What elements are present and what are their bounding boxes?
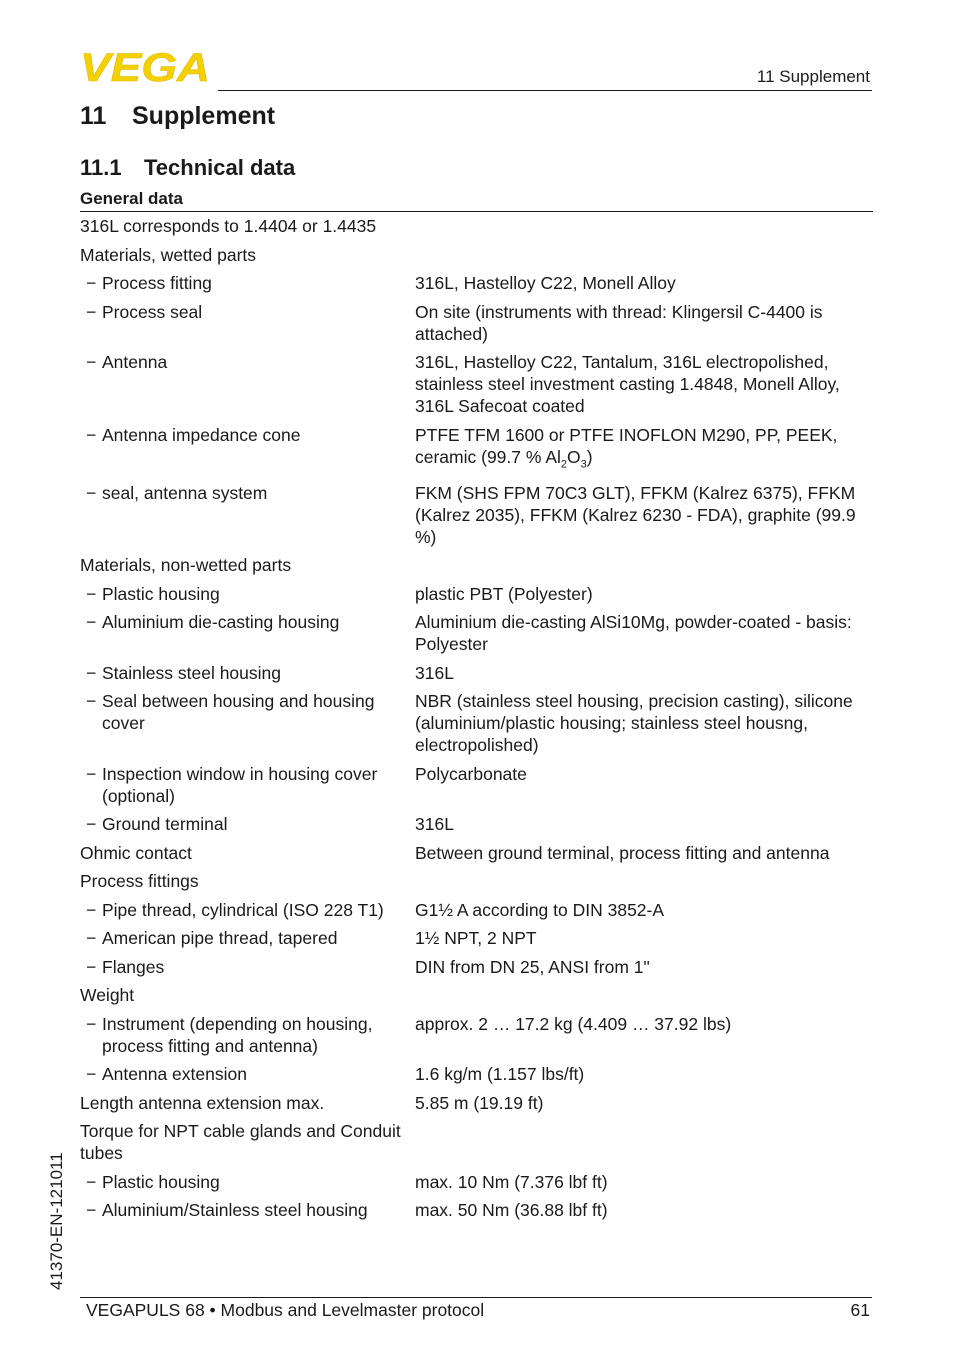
- row-value: [415, 424, 873, 476]
- row-label: [80, 956, 415, 978]
- table-row: [80, 870, 873, 892]
- row-value-text: 316L: [415, 662, 454, 683]
- row-value: [415, 1013, 873, 1057]
- chapter-number: 11: [80, 102, 107, 130]
- footer-document-title: VEGAPULS 68 • Modbus and Levelmaster protocol: [86, 1300, 485, 1320]
- row-label: [80, 424, 415, 476]
- vega-logo: [80, 50, 212, 84]
- group-title: General data: [80, 189, 183, 208]
- formula-text: O: [567, 446, 581, 467]
- list-dash: −: [86, 928, 97, 948]
- row-label-text: American pipe thread, tapered: [102, 928, 338, 948]
- formula-text: ): [586, 446, 593, 467]
- list-dash: −: [86, 814, 97, 834]
- row-label-text: Aluminium/Stainless steel housing: [102, 1200, 368, 1220]
- formula-subscript: 2: [560, 458, 568, 470]
- section-title-text: Technical data: [144, 155, 296, 180]
- row-label: [80, 763, 415, 807]
- header-section-label: 11 Supplement: [756, 67, 870, 86]
- row-value-text: max. 50 Nm (36.88 lbf ft): [415, 1200, 608, 1220]
- row-label: [80, 482, 415, 548]
- row-label-text: Torque for NPT cable glands and Conduit tubes: [80, 1121, 401, 1163]
- row-label-text: Weight: [80, 985, 135, 1005]
- row-value-text: G1½ A according to DIN 3852-A: [415, 899, 665, 920]
- row-value: [415, 899, 873, 921]
- list-dash: −: [86, 1171, 97, 1192]
- row-value: [415, 984, 873, 1006]
- row-value-text: 1½ NPT, 2 NPT: [415, 928, 537, 948]
- row-value: [415, 956, 873, 978]
- row-label-text: Instrument (depending on housing, process fitting and antenna): [102, 1013, 373, 1056]
- row-value: [415, 272, 873, 294]
- table-row: [80, 1171, 873, 1193]
- header-rule: [218, 90, 872, 91]
- row-label: [80, 301, 415, 345]
- table-row: [80, 1120, 873, 1164]
- row-label: [80, 554, 415, 576]
- table-row: [80, 813, 873, 835]
- row-label: [80, 1063, 415, 1085]
- section-number: 11.1: [80, 155, 122, 180]
- row-value-text: 5.85 m (19.19 ft): [415, 1092, 544, 1113]
- table-row: [80, 424, 873, 476]
- table-row: [80, 662, 873, 684]
- row-value-text: Polycarbonate: [415, 763, 527, 784]
- list-dash: −: [86, 612, 97, 632]
- row-value: [415, 842, 873, 864]
- table-row: [80, 272, 873, 294]
- table-row: [80, 927, 873, 949]
- row-label-text: Materials, wetted parts: [80, 244, 257, 265]
- table-row: [80, 583, 873, 605]
- row-label: [80, 1013, 415, 1057]
- row-label-text: Length antenna extension max.: [80, 1092, 325, 1113]
- chapter-title: [80, 102, 275, 131]
- table-row: [80, 956, 873, 978]
- row-value: [415, 583, 873, 605]
- row-label: [80, 690, 415, 756]
- row-label-text: Process seal: [102, 301, 203, 322]
- list-dash: −: [86, 662, 97, 683]
- table-row: [80, 690, 873, 756]
- row-value-text: approx. 2 … 17.2 kg (4.409 … 37.92 lbs): [415, 1013, 732, 1034]
- row-value: [415, 351, 873, 417]
- row-label: [80, 870, 415, 892]
- table-row: [80, 1199, 873, 1221]
- row-label-text: Ohmic contact: [80, 842, 192, 863]
- row-value-text: Aluminium die-casting AlSi10Mg, powder-coated - basis: Polyester: [415, 612, 852, 654]
- row-label: [80, 813, 415, 835]
- row-value: [415, 763, 873, 807]
- list-dash: −: [86, 691, 97, 711]
- row-value-text: PTFE TFM 1600 or PTFE INOFLON M290, PP, PEEK, ceramic (99.7 % Al: [415, 424, 838, 467]
- row-value-text: max. 10 Nm (7.376 lbf ft): [415, 1171, 608, 1192]
- row-label-text: Flanges: [102, 956, 165, 977]
- row-label: [80, 215, 415, 237]
- list-dash: −: [86, 301, 97, 322]
- row-value: [415, 301, 873, 345]
- row-label: [80, 583, 415, 605]
- row-label: [80, 984, 415, 1006]
- row-value: [415, 554, 873, 576]
- list-dash: −: [86, 482, 97, 503]
- row-value: [415, 870, 873, 892]
- row-value-text: 1.6 kg/m (1.157 lbs/ft): [415, 1064, 585, 1084]
- table-row: [80, 1092, 873, 1114]
- table-row: [80, 215, 873, 237]
- list-dash: −: [86, 583, 97, 604]
- row-label-text: Ground terminal: [102, 814, 228, 834]
- list-dash: −: [86, 763, 97, 784]
- row-label-text: seal, antenna system: [102, 482, 268, 503]
- row-value-text: On site (instruments with thread: Klingersil C-4400 is attached): [415, 301, 823, 344]
- row-label-text: Aluminium die-casting housing: [102, 612, 340, 632]
- row-label: [80, 351, 415, 417]
- table-row: [80, 554, 873, 576]
- row-value: [415, 1120, 873, 1164]
- list-dash: −: [86, 352, 97, 372]
- row-value: [415, 1063, 873, 1085]
- list-dash: −: [86, 899, 97, 920]
- row-value: [415, 482, 873, 548]
- row-label-text: Process fitting: [102, 273, 212, 293]
- row-value: [415, 215, 873, 237]
- row-label: [80, 1092, 415, 1114]
- technical-data-table: [80, 215, 873, 1228]
- row-label-text: Materials, non-wetted parts: [80, 555, 292, 575]
- row-label-text: 316L corresponds to 1.4404 or 1.4435: [80, 216, 377, 236]
- list-dash: −: [86, 1013, 97, 1034]
- footer-rule: [80, 1297, 872, 1298]
- row-value: [415, 813, 873, 835]
- row-value-text: plastic PBT (Polyester): [415, 583, 593, 604]
- row-label: [80, 1120, 415, 1164]
- row-label-text: Plastic housing: [102, 583, 220, 604]
- list-dash: −: [86, 1200, 97, 1220]
- row-label: [80, 662, 415, 684]
- table-row: [80, 244, 873, 266]
- row-label-text: Plastic housing: [102, 1171, 220, 1192]
- table-row: [80, 482, 873, 548]
- row-value-text: 316L: [415, 814, 454, 834]
- row-value-text: 316L, Hastelloy C22, Monell Alloy: [415, 273, 676, 293]
- row-label-text: Antenna: [102, 352, 168, 372]
- row-label: [80, 899, 415, 921]
- row-label-text: Inspection window in housing cover (optional): [102, 763, 378, 806]
- row-value: [415, 1171, 873, 1193]
- row-label-text: Pipe thread, cylindrical (ISO 228 T1): [102, 899, 384, 920]
- table-row: [80, 1013, 873, 1057]
- row-label-text: Seal between housing and housing cover: [102, 691, 375, 733]
- table-row: [80, 842, 873, 864]
- page-number: 61: [850, 1300, 870, 1320]
- row-label: [80, 842, 415, 864]
- row-label-text: Antenna extension: [102, 1064, 247, 1084]
- row-value-text: 316L, Hastelloy C22, Tantalum, 316L electropolished, stainless steel investment casting 1.4848, Monell Alloy, 316L Safecoat coated: [415, 352, 840, 416]
- row-label: [80, 927, 415, 949]
- table-row: [80, 1063, 873, 1085]
- table-row: [80, 301, 873, 345]
- table-row: [80, 763, 873, 807]
- list-dash: −: [86, 424, 97, 445]
- row-value-text: DIN from DN 25, ANSI from 1": [415, 956, 650, 977]
- row-value-text: Between ground terminal, process fitting and antenna: [415, 842, 830, 863]
- list-dash: −: [86, 1064, 97, 1084]
- row-value-text: FKM (SHS FPM 70C3 GLT), FFKM (Kalrez 6375), FFKM (Kalrez 2035), FFKM (Kalrez 6230 - FDA), graphite (99.9 %): [415, 482, 856, 547]
- logo-text: VEGA: [80, 50, 210, 84]
- row-value: [415, 690, 873, 756]
- table-row: [80, 899, 873, 921]
- row-label-text: Process fittings: [80, 871, 199, 891]
- row-value: [415, 1092, 873, 1114]
- formula-subscript: 3: [580, 458, 587, 470]
- group-rule: [80, 211, 873, 212]
- row-label: [80, 272, 415, 294]
- row-label: [80, 611, 415, 655]
- chapter-title-text: Supplement: [132, 102, 276, 130]
- list-dash: −: [86, 956, 97, 977]
- row-label: [80, 244, 415, 266]
- row-value: [415, 1199, 873, 1221]
- list-dash: −: [86, 273, 97, 293]
- row-label: [80, 1171, 415, 1193]
- row-value: [415, 611, 873, 655]
- row-value-text: NBR (stainless steel housing, precision casting), silicone (aluminium/plastic housing; stainless steel housng, electropolished): [415, 691, 853, 755]
- row-label-text: Stainless steel housing: [102, 662, 281, 683]
- table-row: [80, 611, 873, 655]
- table-row: [80, 984, 873, 1006]
- row-label: [80, 1199, 415, 1221]
- section-title: [80, 155, 295, 181]
- row-label-text: Antenna impedance cone: [102, 424, 301, 445]
- table-row: [80, 351, 873, 417]
- row-value: [415, 244, 873, 266]
- row-value: [415, 662, 873, 684]
- row-value: [415, 927, 873, 949]
- document-code: 41370-EN-121011: [47, 1152, 66, 1290]
